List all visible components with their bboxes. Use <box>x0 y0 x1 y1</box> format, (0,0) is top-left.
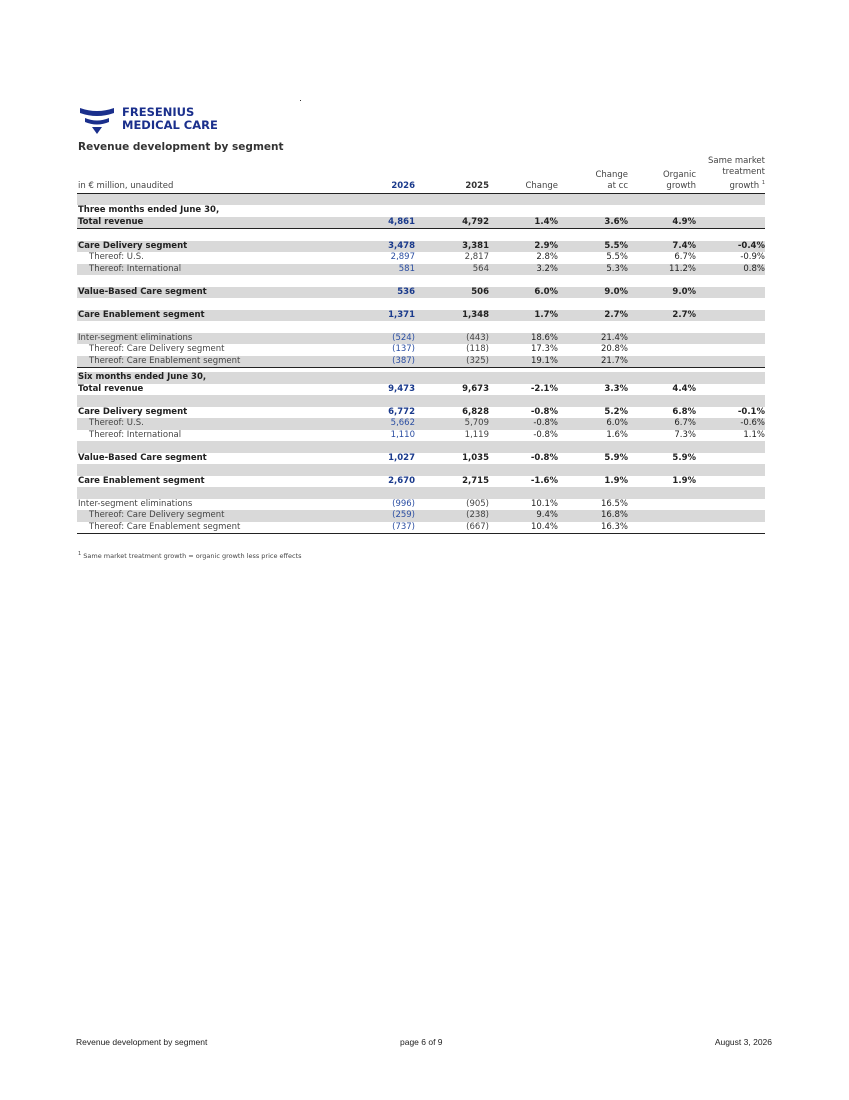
table-row <box>77 264 765 276</box>
cell-organic <box>628 356 696 368</box>
row-label: Six months ended June 30, <box>77 372 347 384</box>
cell-change: 17.3% <box>530 344 558 355</box>
cell-smt <box>696 476 765 488</box>
cell-change: 6.0% <box>489 287 558 299</box>
cell-change-cc: 1.6% <box>606 429 628 440</box>
cell-change: 1.7% <box>489 310 558 322</box>
cell-organic: 1.9% <box>672 475 696 486</box>
cell-2026: (387) <box>347 356 415 368</box>
cell-organic: 9.0% <box>628 287 696 299</box>
spacer-row <box>77 441 765 453</box>
cell-2026: (137) <box>392 344 415 355</box>
cell-change: 2.8% <box>536 252 558 263</box>
cell-change-cc: 20.8% <box>600 344 628 355</box>
cell-organic: 2.7% <box>628 310 696 322</box>
footnote <box>78 551 302 560</box>
header-2025: 2025 <box>415 156 489 193</box>
table-cell <box>77 275 765 287</box>
cell-change-cc: 16.8% <box>558 510 628 522</box>
table-row <box>77 333 765 345</box>
row-label: Care Enablement segment <box>77 310 347 322</box>
table-cell <box>77 441 765 453</box>
cell-smt: -0.6% <box>696 418 765 430</box>
row-label: Care Enablement segment <box>78 475 205 486</box>
cell-organic <box>628 333 696 345</box>
cell-2025: 9,673 <box>462 383 489 394</box>
spacer-row <box>77 275 765 287</box>
cell-change: -0.8% <box>530 452 558 463</box>
header-change-cc: Change at cc <box>558 156 628 193</box>
cell-2026: 581 <box>347 264 415 276</box>
table-row <box>77 344 765 356</box>
cell-2025: (118) <box>466 344 489 355</box>
cell-2025: 506 <box>415 287 489 299</box>
row-label: Total revenue <box>78 383 144 394</box>
row-label: Thereof: International <box>89 429 182 440</box>
table-row <box>77 499 765 511</box>
cell-2025: 2,715 <box>462 475 489 486</box>
cell-organic: 6.7% <box>628 418 696 430</box>
row-label: Care Delivery segment <box>78 406 188 417</box>
cell-2025: 3,381 <box>415 241 489 253</box>
cell-organic: 4.9% <box>628 217 696 229</box>
row-label: Thereof: International <box>77 264 347 276</box>
table-row <box>77 510 765 522</box>
cell-2025: (325) <box>415 356 489 368</box>
cell-smt <box>696 287 765 299</box>
cell-2025: 4,792 <box>415 217 489 229</box>
cell-change-cc: 3.3% <box>604 383 628 394</box>
spacer-row <box>77 464 765 476</box>
row-label: Thereof: Care Delivery segment <box>77 510 347 522</box>
table-row <box>77 217 765 229</box>
row-label: Inter-segment eliminations <box>77 333 347 345</box>
cell-smt <box>696 453 765 465</box>
cell-organic: 7.3% <box>674 429 696 440</box>
logo-line-2: MEDICAL CARE <box>122 117 218 132</box>
cell-change: 10.1% <box>530 498 558 509</box>
cell-change: -0.8% <box>530 406 558 417</box>
cell-change-cc: 1.9% <box>604 475 628 486</box>
row-label: Thereof: Care Enablement segment <box>77 522 347 534</box>
cell-2026: 4,861 <box>347 217 415 229</box>
table-row <box>77 310 765 322</box>
page-title: Revenue development by segment <box>78 141 284 153</box>
table-cell <box>77 464 765 476</box>
cell-2026: 1,110 <box>390 429 415 440</box>
cell-change: -1.6% <box>530 475 558 486</box>
table-row <box>77 287 765 299</box>
cell-change-cc: 3.6% <box>558 217 628 229</box>
cell-2025: (238) <box>415 510 489 522</box>
table-row <box>77 522 765 534</box>
cell-smt <box>696 356 765 368</box>
cell-change-cc: 5.5% <box>606 252 628 263</box>
cell-2025: 1,348 <box>415 310 489 322</box>
spacer-row <box>77 229 765 241</box>
cell-2026: 2,670 <box>388 475 415 486</box>
cell-smt: -0.1% <box>737 406 765 417</box>
logo-wordmark <box>122 106 218 131</box>
cell-change-cc: 6.0% <box>558 418 628 430</box>
table-cell <box>77 229 765 241</box>
table-row <box>77 372 765 384</box>
header-2026: 2026 <box>347 156 415 193</box>
cell-smt <box>696 310 765 322</box>
row-label: Three months ended June 30, <box>78 205 220 216</box>
footnote-marker: 1 <box>78 551 82 557</box>
cell-smt: -0.4% <box>696 241 765 253</box>
cell-2025: 1,119 <box>464 429 489 440</box>
cell-change-cc: 5.3% <box>558 264 628 276</box>
cell-organic <box>628 344 696 356</box>
table-cell <box>347 372 765 384</box>
cell-organic: 11.2% <box>628 264 696 276</box>
cell-change: 9.4% <box>489 510 558 522</box>
cell-2026: 2,897 <box>390 252 415 263</box>
cell-2026: (737) <box>347 522 415 534</box>
table-cell <box>77 487 765 499</box>
table-row <box>77 407 765 419</box>
company-logo <box>79 106 218 136</box>
row-label: Thereof: Care Delivery segment <box>89 344 225 355</box>
cell-organic: 6.7% <box>674 252 696 263</box>
cell-smt: -0.9% <box>740 252 765 263</box>
cell-smt <box>696 217 765 229</box>
cell-change: -0.8% <box>533 429 558 440</box>
cell-change-cc: 16.5% <box>600 498 628 509</box>
header-organic: Organic growth <box>628 156 696 193</box>
cell-smt <box>696 499 765 511</box>
table-row <box>77 356 765 368</box>
cell-2025: 5,709 <box>415 418 489 430</box>
cell-change-cc: 5.5% <box>558 241 628 253</box>
cell-organic: 6.8% <box>672 406 696 417</box>
table-row <box>77 205 765 217</box>
table-row <box>77 241 765 253</box>
header-unit: in € million, unaudited <box>77 156 347 193</box>
cell-change-cc: 21.4% <box>558 333 628 345</box>
cell-2026: (259) <box>347 510 415 522</box>
row-label: Inter-segment eliminations <box>78 498 193 509</box>
table-row <box>77 252 765 264</box>
table-cell <box>347 205 765 217</box>
cell-2026: 5,662 <box>347 418 415 430</box>
cell-smt <box>696 384 765 396</box>
cell-2026: 6,772 <box>388 406 415 417</box>
footnote-text: Same market treatment growth = organic growth less price effects <box>83 552 302 561</box>
cell-change-cc: 5.2% <box>604 406 628 417</box>
row-label: Thereof: U.S. <box>89 252 144 263</box>
table-row <box>77 476 765 488</box>
cell-2026: 3,478 <box>347 241 415 253</box>
cell-change: 19.1% <box>489 356 558 368</box>
fresenius-logo-icon <box>79 106 115 136</box>
cell-organic: 4.4% <box>672 383 696 394</box>
cell-2026: (996) <box>392 498 415 509</box>
cell-2025: 6,828 <box>462 406 489 417</box>
spacer-row <box>77 298 765 310</box>
cell-2026: 536 <box>347 287 415 299</box>
cell-2025: 564 <box>415 264 489 276</box>
table-cell <box>77 395 765 407</box>
cell-smt <box>696 333 765 345</box>
table-row <box>77 430 765 442</box>
row-label: Value-Based Care segment <box>78 452 207 463</box>
cell-smt <box>696 510 765 522</box>
spacer-row <box>77 395 765 407</box>
row-label: Value-Based Care segment <box>77 287 347 299</box>
cell-organic <box>628 522 696 534</box>
cell-change: 2.9% <box>489 241 558 253</box>
table-cell <box>77 321 765 333</box>
cell-organic: 7.4% <box>628 241 696 253</box>
cell-organic <box>628 510 696 522</box>
cell-2025: (443) <box>415 333 489 345</box>
cell-change: 1.4% <box>489 217 558 229</box>
table-cell <box>77 193 765 205</box>
cell-2026: 1,371 <box>347 310 415 322</box>
table-header-row <box>77 156 765 193</box>
cell-change: -0.8% <box>489 418 558 430</box>
spacer-row <box>77 321 765 333</box>
cell-smt <box>696 344 765 356</box>
row-label: Thereof: Care Enablement segment <box>77 356 347 368</box>
cell-2025: 1,035 <box>462 452 489 463</box>
table-row <box>77 384 765 396</box>
cell-change-cc: 16.3% <box>558 522 628 534</box>
cell-change-cc: 2.7% <box>558 310 628 322</box>
cell-2026: (524) <box>347 333 415 345</box>
stray-dot <box>300 100 301 101</box>
row-label: Total revenue <box>77 217 347 229</box>
cell-change-cc: 21.7% <box>558 356 628 368</box>
cell-2025: (667) <box>415 522 489 534</box>
cell-change: 18.6% <box>489 333 558 345</box>
cell-organic: 5.9% <box>672 452 696 463</box>
cell-2026: 9,473 <box>388 383 415 394</box>
footer-left: Revenue development by segment <box>76 1037 208 1047</box>
footer-page-number: page 6 of 9 <box>400 1037 443 1047</box>
cell-change: 10.4% <box>489 522 558 534</box>
spacer-row <box>77 487 765 499</box>
revenue-table <box>77 156 765 534</box>
logo-line-1: FRESENIUS <box>122 105 195 119</box>
cell-2026: 1,027 <box>388 452 415 463</box>
cell-smt <box>696 522 765 534</box>
table-row <box>77 418 765 430</box>
cell-2025: 2,817 <box>464 252 489 263</box>
table-cell <box>77 298 765 310</box>
header-change: Change <box>489 156 558 193</box>
row-label: Care Delivery segment <box>77 241 347 253</box>
cell-smt: 1.1% <box>743 429 765 440</box>
header-same-market: Same market treatment growth $^1$ <box>696 156 765 193</box>
cell-2025: (905) <box>466 498 489 509</box>
table-row <box>77 453 765 465</box>
cell-change-cc: 5.9% <box>604 452 628 463</box>
cell-change: -2.1% <box>530 383 558 394</box>
cell-change: 3.2% <box>489 264 558 276</box>
cell-change-cc: 9.0% <box>558 287 628 299</box>
cell-organic <box>628 499 696 511</box>
cell-smt: 0.8% <box>696 264 765 276</box>
spacer-row <box>77 193 765 205</box>
footer-date: August 3, 2026 <box>714 1037 772 1047</box>
row-label: Thereof: U.S. <box>77 418 347 430</box>
